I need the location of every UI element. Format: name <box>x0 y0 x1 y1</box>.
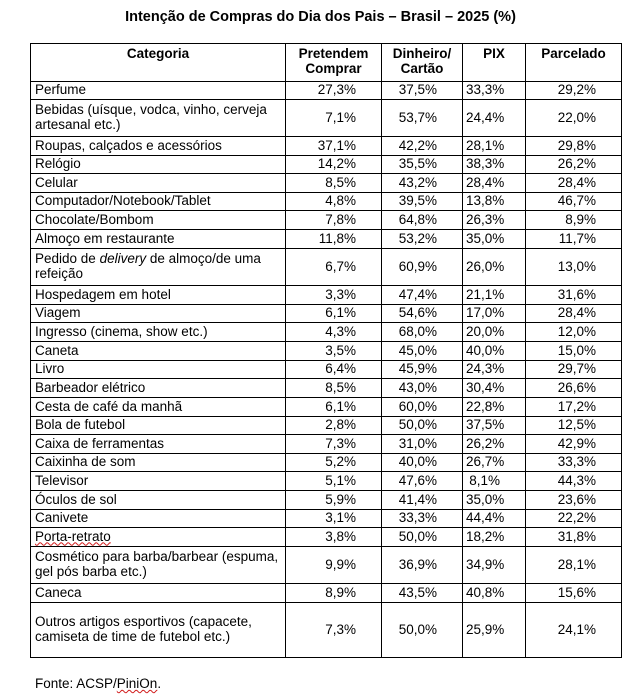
value-cell: 3,3% <box>286 286 382 305</box>
value-cell: 37,5% <box>382 82 463 100</box>
value-cell: 26,0% <box>463 249 526 286</box>
value-cell: 7,1% <box>286 100 382 137</box>
value-cell: 43,0% <box>382 379 463 398</box>
value-cell: 17,0% <box>463 305 526 323</box>
table-row <box>31 603 622 658</box>
value-cell: 11,7% <box>526 230 622 249</box>
table-row <box>31 174 622 193</box>
table-row <box>31 342 622 361</box>
category-cell: Caneta <box>31 342 286 361</box>
category-cell: Roupas, calçados e acessórios <box>31 137 286 156</box>
value-cell: 12,0% <box>526 323 622 342</box>
table-row <box>31 472 622 491</box>
table-row <box>31 528 622 547</box>
category-cell: Celular <box>31 174 286 193</box>
table-row <box>31 398 622 417</box>
value-cell: 8,5% <box>286 379 382 398</box>
value-cell: 15,0% <box>526 342 622 361</box>
value-cell: 28,4% <box>526 305 622 323</box>
category-cell: Bola de futebol <box>31 417 286 435</box>
category-italic-text: delivery <box>99 251 147 266</box>
value-cell: 42,9% <box>526 435 622 454</box>
value-cell: 15,6% <box>526 584 622 603</box>
value-cell: 7,3% <box>286 435 382 454</box>
value-cell: 27,3% <box>286 82 382 100</box>
value-cell: 64,8% <box>382 211 463 230</box>
value-cell: 44,3% <box>526 472 622 491</box>
table-row <box>31 379 622 398</box>
value-cell: 8,5% <box>286 174 382 193</box>
value-cell: 5,1% <box>286 472 382 491</box>
value-cell: 43,2% <box>382 174 463 193</box>
value-cell: 28,4% <box>526 174 622 193</box>
table-row <box>31 584 622 603</box>
value-cell: 36,9% <box>382 547 463 584</box>
category-cell: Hospedagem em hotel <box>31 286 286 305</box>
category-cell: Outros artigos esportivos (capacete, camiseta de time de futebol etc.) <box>31 603 286 658</box>
value-cell: 50,0% <box>382 528 463 547</box>
table-row <box>31 323 622 342</box>
header-categoria: Categoria <box>31 44 286 82</box>
value-cell: 40,0% <box>382 454 463 472</box>
value-cell: 50,0% <box>382 603 463 658</box>
value-cell: 35,5% <box>382 156 463 174</box>
value-cell: 28,1% <box>526 547 622 584</box>
value-cell: 35,0% <box>463 491 526 510</box>
table-row <box>31 361 622 379</box>
value-cell: 13,0% <box>526 249 622 286</box>
table-row <box>31 156 622 174</box>
category-cell: Televisor <box>31 472 286 491</box>
value-cell: 26,6% <box>526 379 622 398</box>
category-cell: Óculos de sol <box>31 491 286 510</box>
value-cell: 24,1% <box>526 603 622 658</box>
value-cell: 40,0% <box>463 342 526 361</box>
header-pretendem-comprar: Pretendem Comprar <box>286 44 382 82</box>
value-cell: 60,0% <box>382 398 463 417</box>
value-cell: 28,1% <box>463 137 526 156</box>
category-cell: Bebidas (uísque, vodca, vinho, cerveja artesanal etc.) <box>31 100 286 137</box>
value-cell: 44,4% <box>463 510 526 528</box>
value-cell: 35,0% <box>463 230 526 249</box>
category-cell: Almoço em restaurante <box>31 230 286 249</box>
value-cell: 6,7% <box>286 249 382 286</box>
value-cell: 24,3% <box>463 361 526 379</box>
value-cell: 13,8% <box>463 193 526 211</box>
category-text: de almoço/de uma refeição <box>35 251 261 281</box>
table-row <box>31 510 622 528</box>
value-cell: 46,7% <box>526 193 622 211</box>
value-cell: 21,1% <box>463 286 526 305</box>
value-cell: 34,9% <box>463 547 526 584</box>
category-cell: Relógio <box>31 156 286 174</box>
table-row <box>31 286 622 305</box>
value-cell: 8,9% <box>526 211 622 230</box>
value-cell: 31,8% <box>526 528 622 547</box>
category-cell: Livro <box>31 361 286 379</box>
table-row <box>31 547 622 584</box>
value-cell: 42,2% <box>382 137 463 156</box>
value-cell: 37,5% <box>463 417 526 435</box>
value-cell: 2,8% <box>286 417 382 435</box>
table-row <box>31 454 622 472</box>
value-cell: 4,3% <box>286 323 382 342</box>
value-cell: 24,4% <box>463 100 526 137</box>
value-cell: 22,0% <box>526 100 622 137</box>
value-cell: 68,0% <box>382 323 463 342</box>
value-cell: 30,4% <box>463 379 526 398</box>
value-cell: 6,1% <box>286 305 382 323</box>
table-row <box>31 230 622 249</box>
value-cell: 29,2% <box>526 82 622 100</box>
category-cell <box>31 249 286 286</box>
source-brand-text: PiniOn <box>116 676 158 691</box>
value-cell: 31,0% <box>382 435 463 454</box>
category-cell: Cesta de café da manhã <box>31 398 286 417</box>
value-cell: 4,8% <box>286 193 382 211</box>
value-cell: 53,7% <box>382 100 463 137</box>
value-cell: 7,3% <box>286 603 382 658</box>
category-cell: Barbeador elétrico <box>31 379 286 398</box>
value-cell: 41,4% <box>382 491 463 510</box>
header-pix: PIX <box>463 44 526 82</box>
value-cell: 22,8% <box>463 398 526 417</box>
value-cell: 8,1% <box>463 472 526 491</box>
value-cell: 33,3% <box>463 82 526 100</box>
value-cell: 22,2% <box>526 510 622 528</box>
value-cell: 45,0% <box>382 342 463 361</box>
value-cell: 5,9% <box>286 491 382 510</box>
value-cell: 54,6% <box>382 305 463 323</box>
value-cell: 53,2% <box>382 230 463 249</box>
table-row <box>31 211 622 230</box>
category-cell: Ingresso (cinema, show etc.) <box>31 323 286 342</box>
source-note <box>35 676 161 691</box>
value-cell: 33,3% <box>382 510 463 528</box>
value-cell: 37,1% <box>286 137 382 156</box>
value-cell: 60,9% <box>382 249 463 286</box>
table-header-row <box>31 44 622 82</box>
table-row <box>31 249 622 286</box>
category-cell: Caixa de ferramentas <box>31 435 286 454</box>
table-row <box>31 305 622 323</box>
category-cell: Caixinha de som <box>31 454 286 472</box>
value-cell: 11,8% <box>286 230 382 249</box>
header-parcelado: Parcelado <box>526 44 622 82</box>
table-body <box>31 82 622 658</box>
category-cell <box>31 528 286 547</box>
table-row <box>31 491 622 510</box>
value-cell: 6,4% <box>286 361 382 379</box>
value-cell: 6,1% <box>286 398 382 417</box>
value-cell: 26,2% <box>463 435 526 454</box>
table-row <box>31 100 622 137</box>
value-cell: 29,7% <box>526 361 622 379</box>
value-cell: 5,2% <box>286 454 382 472</box>
value-cell: 45,9% <box>382 361 463 379</box>
table-title: Intenção de Compras do Dia dos Pais – Brasil – 2025 (%) <box>125 9 516 25</box>
category-cell: Cosmético para barba/barbear (espuma, gel pós barba etc.) <box>31 547 286 584</box>
category-cell: Caneca <box>31 584 286 603</box>
purchase-intention-table <box>30 43 622 658</box>
value-cell: 9,9% <box>286 547 382 584</box>
category-cell: Chocolate/Bombom <box>31 211 286 230</box>
category-text: Porta-retrato <box>35 528 111 544</box>
source-text-end: . <box>157 676 162 691</box>
table-row <box>31 435 622 454</box>
value-cell: 23,6% <box>526 491 622 510</box>
table-row <box>31 417 622 435</box>
value-cell: 8,9% <box>286 584 382 603</box>
value-cell: 26,2% <box>526 156 622 174</box>
category-cell: Computador/Notebook/Tablet <box>31 193 286 211</box>
source-text: Fonte: ACSP/ <box>35 676 117 691</box>
value-cell: 39,5% <box>382 193 463 211</box>
table-row <box>31 137 622 156</box>
value-cell: 29,8% <box>526 137 622 156</box>
value-cell: 18,2% <box>463 528 526 547</box>
value-cell: 31,6% <box>526 286 622 305</box>
value-cell: 43,5% <box>382 584 463 603</box>
value-cell: 3,5% <box>286 342 382 361</box>
value-cell: 3,1% <box>286 510 382 528</box>
category-cell: Canivete <box>31 510 286 528</box>
value-cell: 26,3% <box>463 211 526 230</box>
value-cell: 50,0% <box>382 417 463 435</box>
category-text: Pedido de <box>35 251 100 266</box>
table-row <box>31 193 622 211</box>
value-cell: 12,5% <box>526 417 622 435</box>
value-cell: 14,2% <box>286 156 382 174</box>
value-cell: 40,8% <box>463 584 526 603</box>
value-cell: 7,8% <box>286 211 382 230</box>
value-cell: 47,6% <box>382 472 463 491</box>
value-cell: 28,4% <box>463 174 526 193</box>
value-cell: 26,7% <box>463 454 526 472</box>
category-cell: Perfume <box>31 82 286 100</box>
value-cell: 25,9% <box>463 603 526 658</box>
value-cell: 20,0% <box>463 323 526 342</box>
value-cell: 17,2% <box>526 398 622 417</box>
value-cell: 38,3% <box>463 156 526 174</box>
value-cell: 47,4% <box>382 286 463 305</box>
value-cell: 33,3% <box>526 454 622 472</box>
category-cell: Viagem <box>31 305 286 323</box>
header-dinheiro-cartao: Dinheiro/ Cartão <box>382 44 463 82</box>
value-cell: 3,8% <box>286 528 382 547</box>
table-row <box>31 82 622 100</box>
